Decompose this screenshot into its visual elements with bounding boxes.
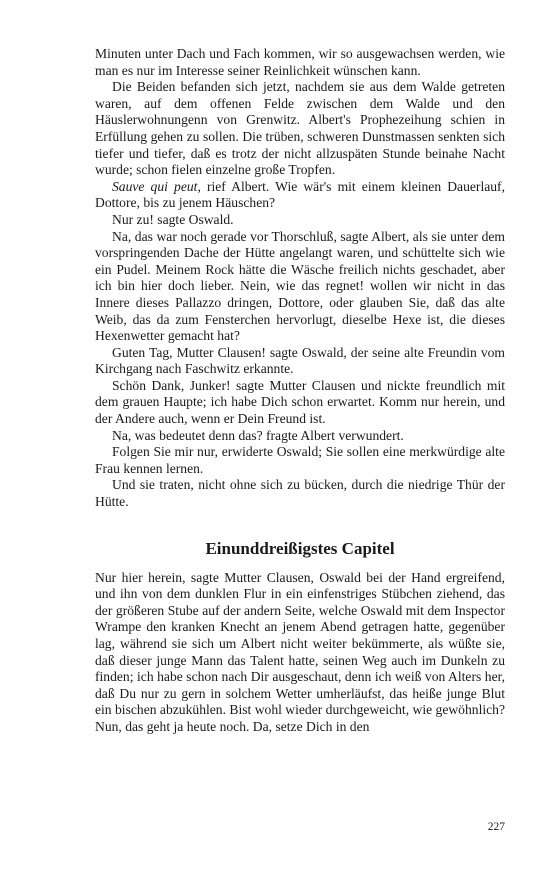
- italic-phrase: Sauve qui peut,: [112, 178, 201, 194]
- paragraph: Nur zu! sagte Oswald.: [112, 211, 234, 227]
- paragraph: Die Beiden befanden sich jetzt, nachdem sie aus dem Walde getreten waren, auf dem offenen Felde zwischen dem Walde und den Häuslerwohnungenn von Grenwitz. Albert's Prophezeihung schien in Erfüllung gehen zu sollen. Die trüben, schweren Dunstmassen senkten sich tiefer und tiefer, daß es trotz der nicht allzuspäten Stunde beinahe Nacht wurde; schon fielen einzelne große Tropfen.: [95, 79, 505, 178]
- paragraph: Guten Tag, Mutter Clausen! sagte Oswald, der seine alte Freundin vom Kirchgang nach Faschwitz erkannte.: [95, 344, 505, 377]
- paragraph-albert-line: [95, 179, 505, 212]
- chapter-title: Einunddreißigstes Capitel: [205, 538, 395, 558]
- paragraph: Folgen Sie mir nur, erwiderte Oswald; Sie sollen eine merkwürdige alte Frau kennen lernen.: [95, 444, 505, 476]
- paragraph: Und sie traten, nicht ohne sich zu bücken, durch die niedrige Thür der Hütte.: [95, 477, 505, 510]
- book-page: [95, 46, 505, 736]
- paragraph: Na, was bedeutet denn das? fragte Albert verwundert.: [112, 427, 404, 443]
- page-number: 227: [487, 821, 505, 833]
- paragraph: Na, das war noch gerade vor Thorschluß, sagte Albert, als sie unter dem vorspringenden Dache der Hütte angelangt waren, und schüttelte sich wie ein Pudel. Meinem Rock hätte die Wäsche freilich nichts geschadet, aber ich bin hier doch lieber. Nein, wie das regnet! wollen wir nicht in das Innere dieses Pallazzo dringen, Dottore, oder glauben Sie, daß das alte Weib, das da zum Fensterchen hervorlugt, dieselbe Hexe ist, die dieses Hexenwetter gemacht hat?: [95, 228, 505, 344]
- paragraph: Schön Dank, Junker! sagte Mutter Clausen und nickte freundlich mit dem grauen Haupte; ich habe Dich schon erwartet. Komm nur herein, und der Andere auch, wenn er Dein Freund ist.: [95, 377, 505, 427]
- paragraph-text: rief Albert. Wie wär's mit einem kleinen Dauerlauf, Dottore, bis zu jenem Häuschen?: [95, 178, 505, 211]
- chapter-paragraph: Nur hier herein, sagte Mutter Clausen, Oswald bei der Hand ergreifend, und ihn von dem dunklen Flur in ein einfenstriges Stübchen ziehend, das der größeren Stube auf der andern Seite, welche Oswald mit dem Inspector Wrampe den kranken Knecht an jenem Abend getragen hatte, gegenüber lag, während sie sich um Albert nicht weiter bekümmerte, als wüßte sie, daß dieser junge Mann das Talent hatte, seinen Weg auch im Dunkeln zu finden; ich habe schon nach Dir ausgeschaut, denn ich weiß von Alters her, daß Du nur zu gern in solchem Wetter umherläufst, das heiße junge Blut ein bischen abzukühlen. Bist wohl wieder durchgeweicht, wie gewöhnlich? Nun, das geht ja heute noch. Da, setze Dich in den: [95, 569, 505, 734]
- paragraph-continuation: Minuten unter Dach und Fach kommen, wir so ausgewachsen werden, wie man es nur im Interesse seiner Reinlichkeit wünschen kann.: [95, 46, 505, 78]
